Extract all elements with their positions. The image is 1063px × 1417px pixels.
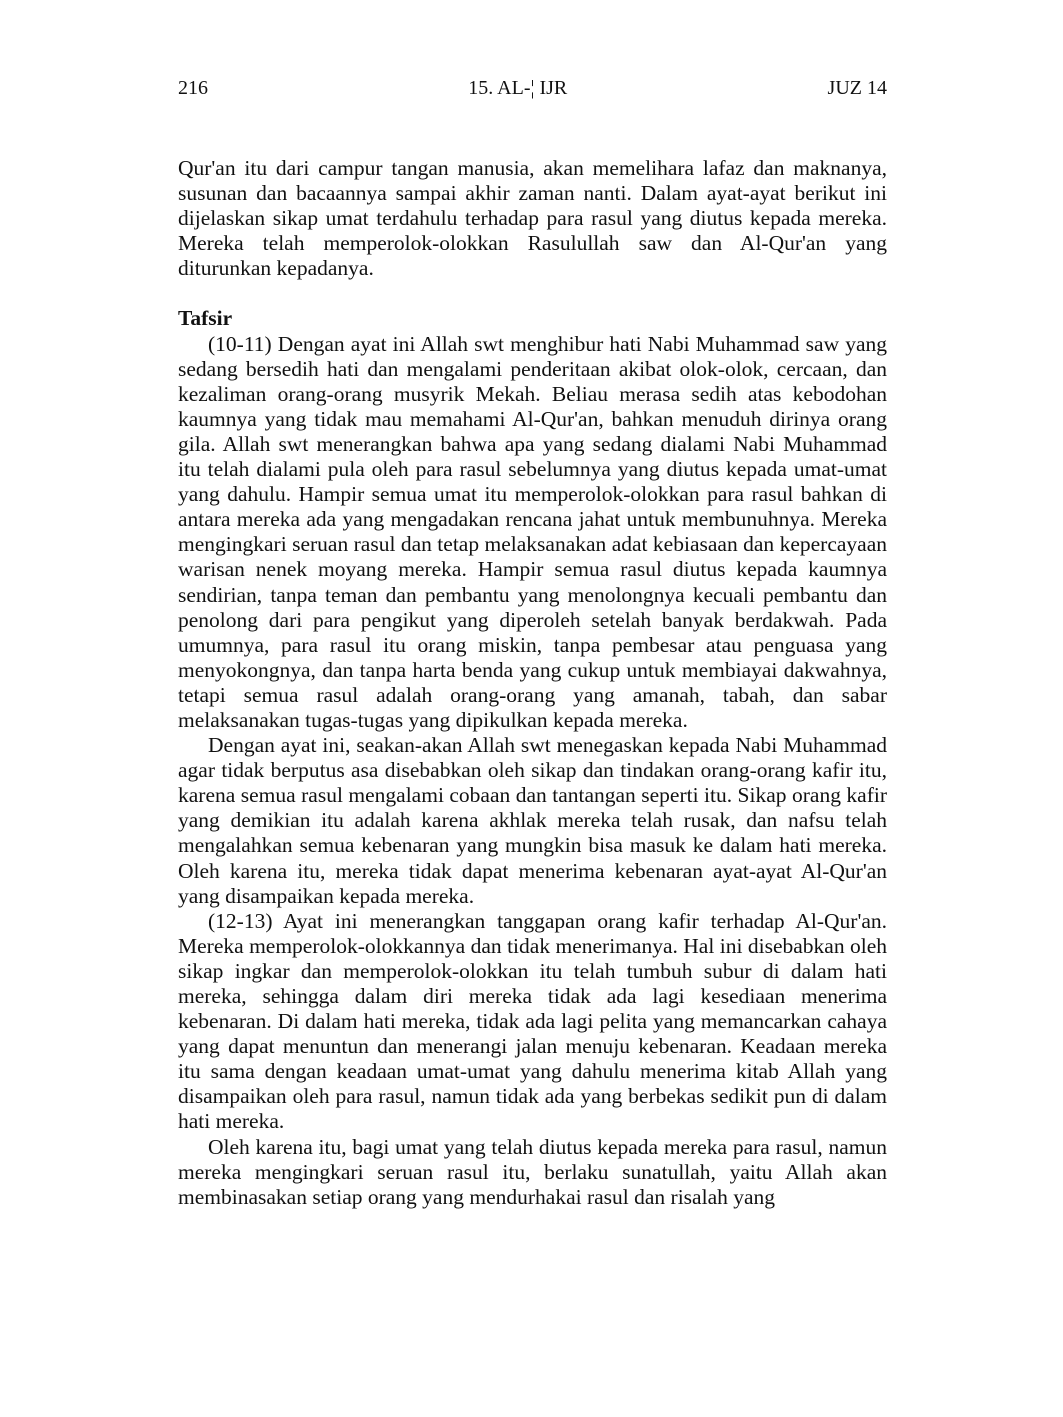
running-header	[178, 70, 887, 106]
document-page	[178, 70, 887, 1210]
section-heading-tafsir: Tafsir	[178, 306, 233, 331]
intro-paragraph: Qur'an itu dari campur tangan manusia, akan memelihara lafaz dan maknanya, susunan dan bacaannya sampai akhir zaman nanti. Dalam ayat-ayat berikut ini dijelaskan sikap umat terdahulu terhadap para rasul yang diutus kepada mereka. Mereka telah memperolok-olokkan Rasulullah saw dan Al-Qur'an yang diturunkan kepadanya.	[178, 156, 887, 281]
surah-title: 15. AL-¦ IJR	[468, 77, 568, 99]
tafsir-paragraph: Oleh karena itu, bagi umat yang telah diutus kepada mereka para rasul, namun mereka mengingkari seruan rasul itu, berlaku sunatullah, yaitu Allah akan membinasakan setiap orang yang mendurhakai rasul dan risalah yang	[178, 1134, 887, 1209]
paragraph-gap	[178, 281, 887, 306]
page-number: 216	[178, 77, 208, 99]
tafsir-paragraph: Dengan ayat ini, seakan-akan Allah swt menegaskan kepada Nabi Muhammad agar tidak berputus asa disebabkan oleh sikap dan tindakan orang-orang kafir itu, karena semua rasul mengalami cobaan dan tantangan seperti itu. Sikap orang kafir yang demikian itu adalah karena akhlak mereka telah rusak, dan nafsu telah mengalahkan semua kebenaran yang mungkin bisa masuk ke dalam hati mereka. Oleh karena itu, mereka tidak dapat menerima kebenaran ayat-ayat Al-Qur'an yang disampaikan kepada mereka.	[178, 733, 887, 908]
tafsir-paragraph: (12-13) Ayat ini menerangkan tanggapan orang kafir terhadap Al-Qur'an. Mereka memperolok-olokkannya dan tidak menerimanya. Hal ini disebabkan oleh sikap ingkar dan memperolok-olokkan itu telah tumbuh subur di dalam hati mereka, sehingga dalam diri mereka tidak ada lagi kesediaan menerima kebenaran. Di dalam hati mereka, tidak ada lagi pelita yang memancarkan cahaya yang dapat menuntun dan menerangi jalan menuju kebenaran. Keadaan mereka itu sama dengan keadaan umat-umat yang dahulu menerima kitab Allah yang disampaikan oleh para rasul, namun tidak ada yang berbekas sedikit pun di dalam hati mereka.	[178, 908, 887, 1134]
juz-label: JUZ 14	[827, 77, 887, 99]
page-body	[178, 156, 887, 1210]
tafsir-paragraph: (10-11) Dengan ayat ini Allah swt menghibur hati Nabi Muhammad saw yang sedang bersedih hati dan mengalami penderitaan akibat olok-olok, cercaan, dan kezaliman orang-orang musyrik Mekah. Beliau merasa sedih atas kebodohan kaumnya yang tidak mau memahami Al-Qur'an, bahkan menuduh dirinya orang gila. Allah swt menerangkan bahwa apa yang sedang dialami Nabi Muhammad itu telah dialami pula oleh para rasul sebelumnya yang diutus kepada umat-umat yang dahulu. Hampir semua umat itu memperolok-olokkan para rasul bahkan di antara mereka ada yang mengadakan rencana jahat untuk membunuhnya. Mereka mengingkari seruan rasul dan tetap melaksanakan adat kebiasaan dan kepercayaan warisan nenek moyang mereka. Hampir semua rasul diutus kepada kaumnya sendirian, tanpa teman dan pembantu yang menolongnya kecuali pembantu dan penolong dari para pengikut yang diperoleh setelah banyak berdakwah. Pada umumnya, para rasul itu orang miskin, tanpa pembesar atau penguasa yang menyokongnya, dan tanpa harta benda yang cukup untuk membiayai dakwahnya, tetapi semua rasul adalah orang-orang yang amanah, tabah, dan sabar melaksanakan tugas-tugas yang dipikulkan kepada mereka.	[178, 331, 887, 732]
